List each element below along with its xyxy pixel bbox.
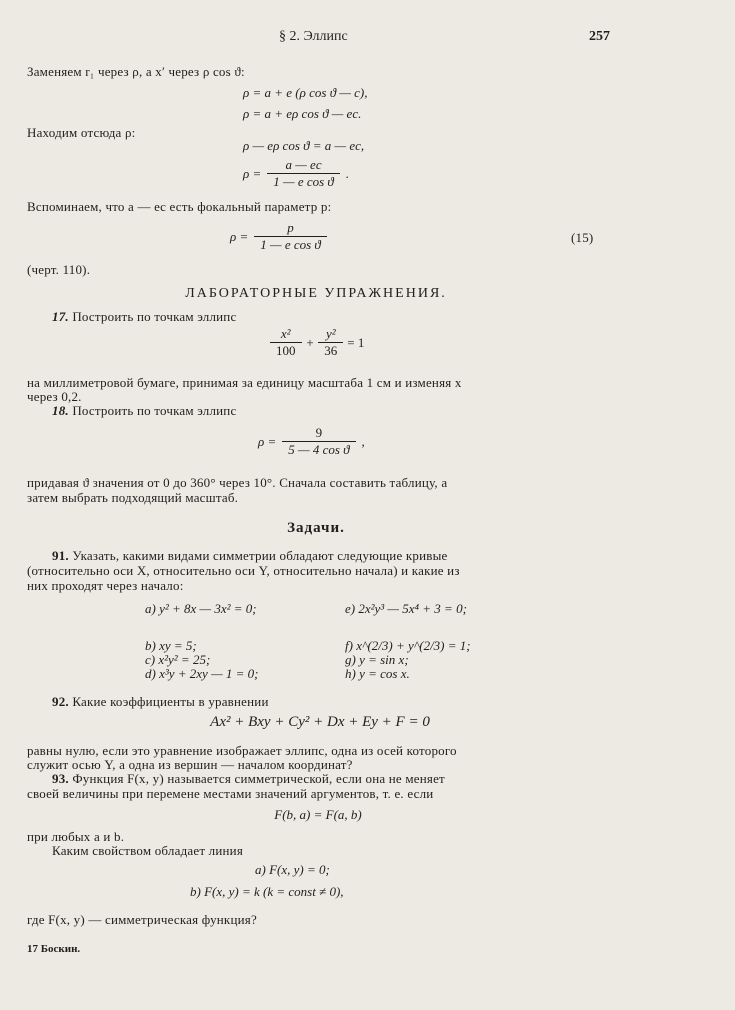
- exercise-18: [52, 403, 236, 419]
- problem-text: Указать, какими видами симметрии обладают следующие кривые: [72, 548, 448, 563]
- fraction: [282, 425, 355, 458]
- text-line: служит осью Y, а одна из вершин — началом координат?: [27, 757, 353, 772]
- section-heading: ЛАБОРАТОРНЫЕ УПРАЖНЕНИЯ.: [185, 286, 447, 301]
- fraction-equation: [230, 220, 327, 253]
- fraction-numerator: a — ec: [285, 157, 322, 172]
- text-line: где F(x, y) — симметрическая функция?: [27, 912, 257, 927]
- text-line: равны нулю, если это уравнение изображает эллипс, одна из осей которого: [27, 743, 457, 758]
- fraction-numerator: 9: [315, 425, 323, 440]
- text-line: (относительно оси X, относительно оси Y, относительно начала) и какие из: [27, 563, 460, 578]
- curve-c: c) x²y² = 25;: [145, 652, 211, 667]
- problem-text: Функция F(x, y) называется симметрической, если она не меняет: [72, 771, 445, 786]
- fraction-denominator: 1 — e cos ϑ: [267, 173, 340, 190]
- curve-g: g) y = sin x;: [345, 652, 409, 667]
- text-line: (черт. 110).: [27, 262, 91, 277]
- problem-number: 91.: [52, 548, 69, 563]
- text-line: придавая ϑ значения от 0 до 360° через 10°. Сначала составить таблицу, а: [27, 475, 448, 490]
- text-line: них проходят через начало:: [27, 578, 184, 593]
- curve-h: h) y = cos x.: [345, 666, 410, 681]
- fraction-numerator: p: [287, 220, 294, 235]
- page-number: 257: [589, 29, 610, 44]
- line-eq-a: a) F(x, y) = 0;: [255, 862, 330, 877]
- printer-signature: 17 Боскин.: [27, 943, 81, 955]
- curve-e: e) 2x²y³ — 5x⁴ + 3 = 0;: [345, 601, 467, 616]
- equation: ρ — eρ cos ϑ = a — ec,: [243, 138, 365, 153]
- fraction-equation: [243, 157, 349, 190]
- equation-lhs: ρ =: [230, 228, 249, 244]
- exercise-text: Построить по точкам эллипс: [72, 309, 237, 324]
- ellipse-equation: [270, 326, 364, 359]
- problem-number: 92.: [52, 694, 69, 709]
- quadratic-equation: Ax² + Bxy + Cy² + Dx + Ey + F = 0: [210, 714, 430, 730]
- running-header: § 2. Эллипс: [279, 29, 348, 44]
- text-line: Каким свойством обладает линия: [52, 843, 243, 858]
- equation-number: (15): [571, 230, 594, 245]
- text-line: при любых a и b.: [27, 829, 125, 844]
- line-eq-b: b) F(x, y) = k (k = const ≠ 0),: [190, 884, 344, 899]
- exercise-number: 17.: [52, 309, 69, 324]
- problem-92: [52, 694, 269, 710]
- fraction-denominator: 36: [318, 342, 343, 359]
- exercise-17: [52, 309, 236, 325]
- fraction-equation: [258, 425, 365, 458]
- equation-lhs: ρ =: [243, 165, 262, 181]
- curve-b: b) xy = 5;: [145, 638, 197, 653]
- problem-91: [52, 548, 448, 564]
- fraction-denominator: 5 — 4 cos ϑ: [282, 441, 355, 458]
- equation-rhs: = 1: [347, 334, 365, 350]
- fraction: [318, 326, 343, 359]
- equation: ρ = a + eρ cos ϑ — ec.: [243, 106, 362, 121]
- exercise-number: 18.: [52, 403, 69, 418]
- curve-a: a) y² + 8x — 3x² = 0;: [145, 601, 257, 616]
- fraction: [267, 157, 340, 190]
- text-line: затем выбрать подходящий масштаб.: [27, 490, 239, 505]
- curve-f: f) x^(2/3) + y^(2/3) = 1;: [345, 638, 471, 653]
- fraction-denominator: 100: [270, 342, 302, 359]
- equation-lhs: ρ =: [258, 433, 277, 449]
- equation-tail: ,: [361, 433, 365, 449]
- fraction-numerator: y²: [325, 326, 336, 341]
- symmetry-equation: F(b, a) = F(a, b): [274, 807, 362, 822]
- section-heading: Задачи.: [287, 520, 345, 536]
- problem-93: [52, 771, 445, 787]
- text-line: своей величины при перемене местами значений аргументов, т. е. если: [27, 786, 434, 801]
- fraction: [270, 326, 302, 359]
- plus-sign: +: [305, 334, 315, 350]
- exercise-text: Построить по точкам эллипс: [72, 403, 237, 418]
- text-line: Вспоминаем, что a — ec есть фокальный параметр p:: [27, 199, 332, 214]
- text-line: Находим отсюда ρ:: [27, 125, 136, 140]
- curve-d: d) x³y + 2xy — 1 = 0;: [145, 666, 259, 681]
- text-line: через 0,2.: [27, 389, 82, 404]
- equation-tail: .: [345, 165, 350, 181]
- problem-number: 93.: [52, 771, 69, 786]
- fraction: [254, 220, 327, 253]
- text-line: Заменяем r₁ через ρ, а x′ через ρ cos ϑ:: [27, 64, 245, 79]
- text-line: на миллиметровой бумаге, принимая за единицу масштаба 1 см и изменяя x: [27, 375, 462, 390]
- equation: ρ = a + e (ρ cos ϑ — c),: [243, 85, 368, 100]
- fraction-denominator: 1 — e cos ϑ: [254, 236, 327, 253]
- fraction-numerator: x²: [280, 326, 291, 341]
- problem-text: Какие коэффициенты в уравнении: [72, 694, 269, 709]
